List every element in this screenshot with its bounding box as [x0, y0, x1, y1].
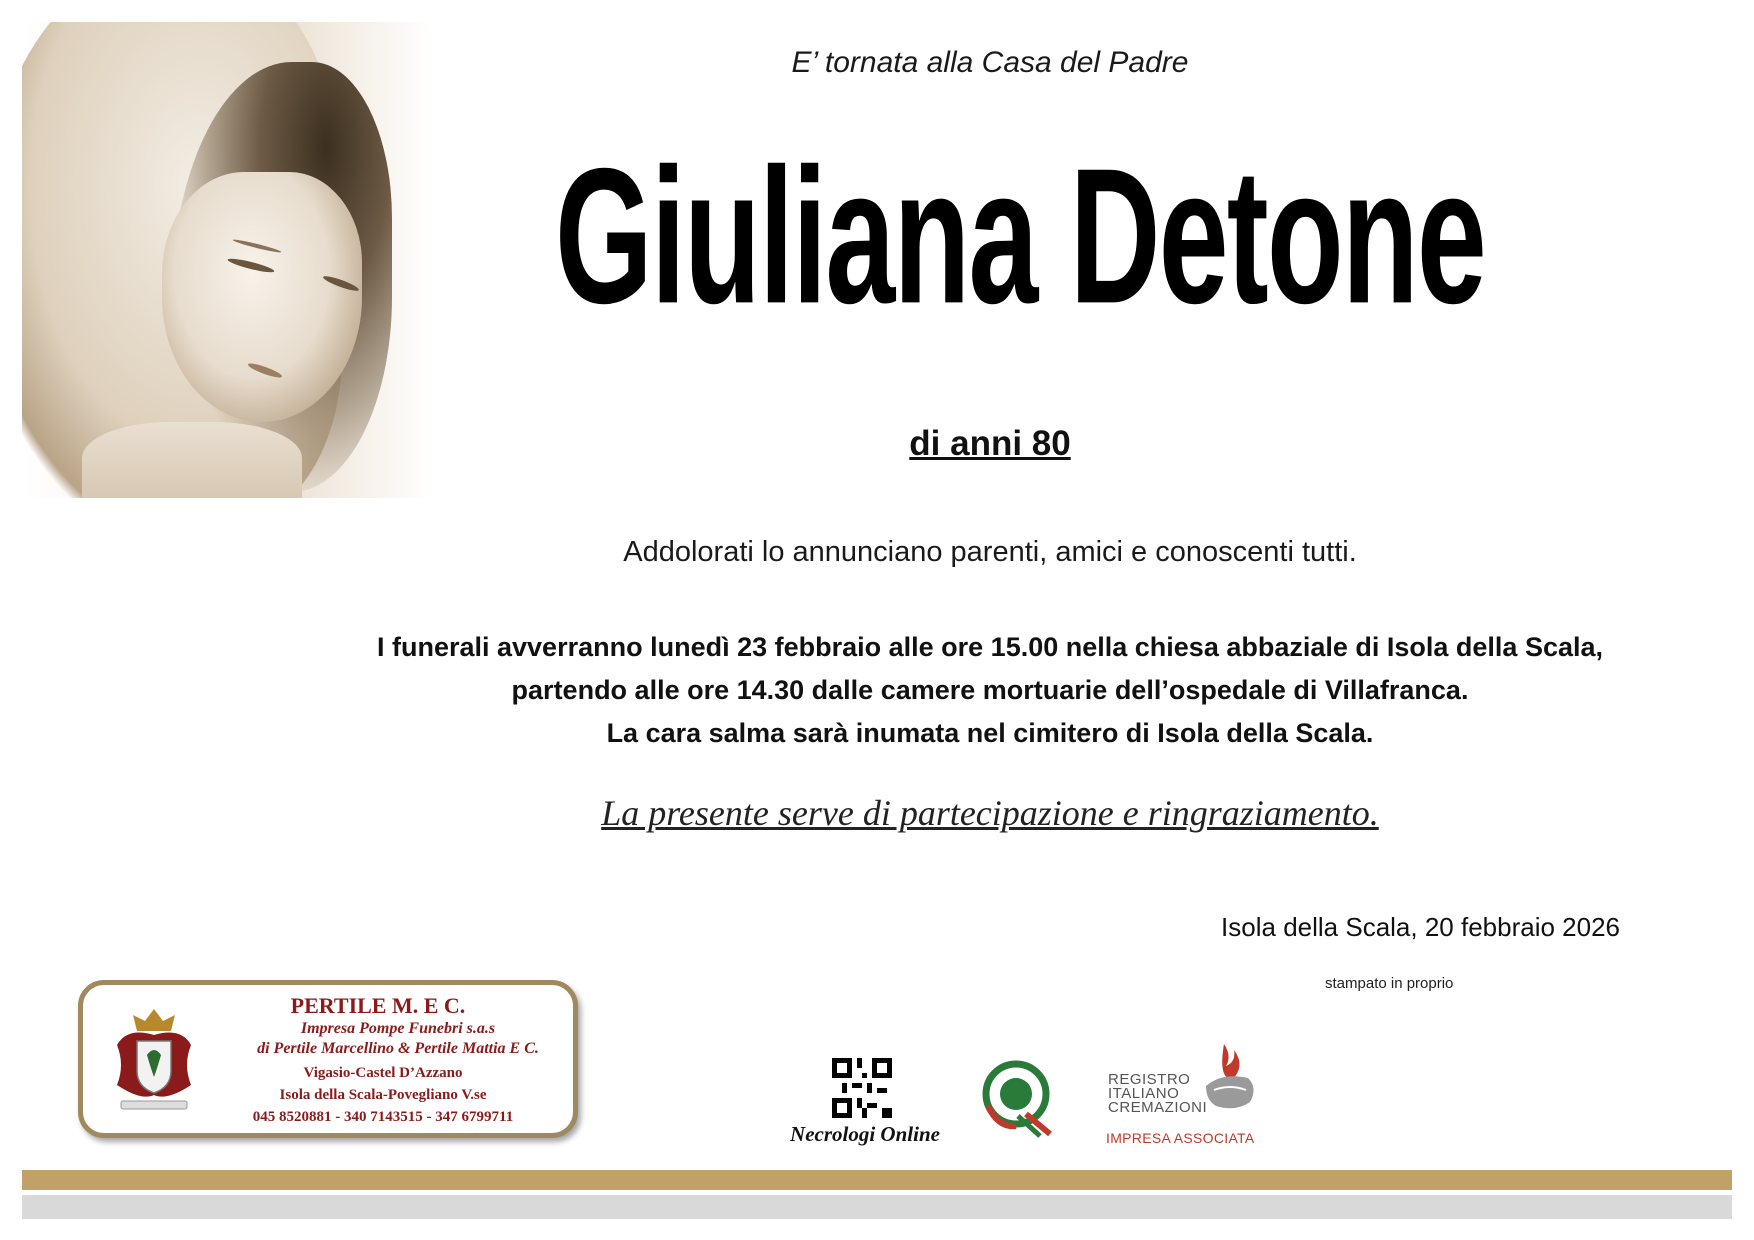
- cremazioni-line: CREMAZIONI: [1108, 1099, 1208, 1116]
- subtitle-line: Impresa Pompe Funebri s.a.s: [300, 1020, 496, 1037]
- intro-text: E’ tornata alla Casa del Padre: [791, 46, 1189, 79]
- qr-code-icon: [832, 1058, 892, 1118]
- funeral-home-card: [78, 980, 578, 1138]
- footer-grey-bar: [22, 1195, 1732, 1219]
- tricolore-seal-icon: [968, 1056, 1064, 1138]
- funeral-home-title: PERTILE M. E C.: [290, 993, 466, 1018]
- funeral-details: [270, 626, 1710, 755]
- footer-gold-bar: [22, 1170, 1732, 1190]
- condolence-text: Addolorati lo annunciano parenti, amici e conoscenti tutti.: [623, 536, 1357, 568]
- impresa-associata-label: IMPRESA ASSOCIATA: [1106, 1130, 1255, 1146]
- funeral-line: partendo alle ore 14.30 dalle camere mortuarie dell’ospedale di Villafranca.: [511, 675, 1469, 705]
- cremazioni-line: ITALIANO: [1108, 1085, 1180, 1102]
- printed-note: stampato in proprio: [1325, 975, 1454, 992]
- necrologi-online-label: Necrologi Online: [790, 1122, 940, 1146]
- madonna-image: [22, 22, 432, 498]
- partecipazione-text: La presente serve di partecipazione e ringraziamento.: [601, 793, 1379, 833]
- cremazioni-logo-text: [1108, 1073, 1218, 1115]
- cremazioni-line: REGISTRO: [1108, 1071, 1191, 1088]
- funeral-home-location: Vigasio-Castel D’Azzano: [303, 1065, 463, 1081]
- funeral-home-subtitle: [203, 1019, 593, 1059]
- funeral-line: I funerali avverranno lunedì 23 febbraio alle ore 15.00 nella chiesa abbaziale di Isola della Scala,: [376, 632, 1604, 662]
- deceased-name: Giuliana Detone: [554, 128, 1486, 344]
- age-text: di anni 80: [909, 424, 1071, 463]
- coat-of-arms-icon: [107, 1005, 201, 1115]
- funeral-line: La cara salma sarà inumata nel cimitero di Isola della Scala.: [606, 718, 1374, 748]
- subtitle-line: di Pertile Marcellino & Pertile Mattia E C.: [257, 1040, 539, 1057]
- place-date: Isola della Scala, 20 febbraio 2026: [1221, 912, 1620, 942]
- funeral-home-phones: 045 8520881 - 340 7143515 - 347 6799711: [252, 1109, 514, 1125]
- funeral-home-location: Isola della Scala-Povegliano V.se: [279, 1087, 487, 1103]
